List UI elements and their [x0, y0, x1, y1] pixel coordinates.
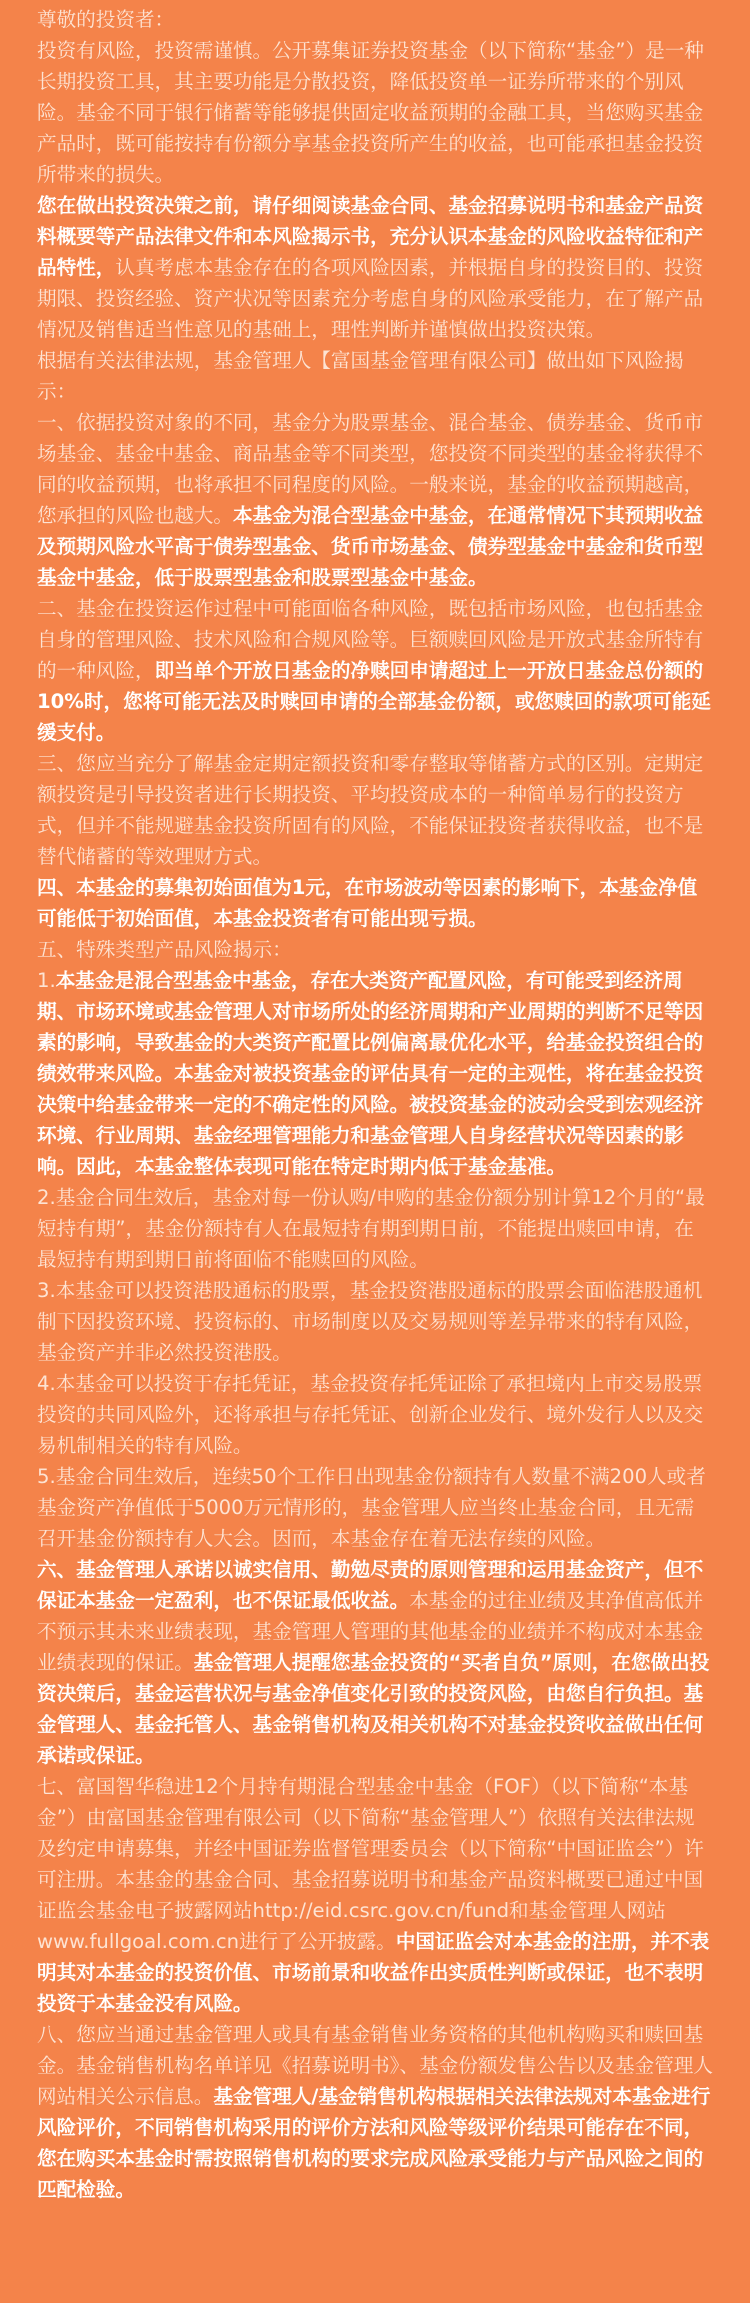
emphasized-text: 本基金为混合型基金中基金，在通常情况下其预期收益及预期风险水平高于债券型基金、货币市场基金、债券型基金中基金和货币型基金中基金，低于股票型基金和股票型基金中基金。: [37, 504, 704, 589]
paragraph-14: [37, 1461, 713, 1554]
paragraph-1: [37, 4, 713, 35]
paragraph-5: [37, 407, 713, 593]
body-text: 4.本基金可以投资于存托凭证，基金投资存托凭证除了承担境内上市交易股票投资的共同风险外，还将承担与存托凭证、创新企业发行、境外发行人以及交易机制相关的特有风险。: [37, 1372, 704, 1457]
body-text: 三、您应当充分了解基金定期定额投资和零存整取等储蓄方式的区别。定期定额投资是引导投资者进行长期投资、平均投资成本的一种简单易行的投资方式，但并不能规避基金投资所固有的风险，不能保证投资者获得收益，也不是替代储蓄的等效理财方式。: [37, 752, 704, 868]
paragraph-13: [37, 1368, 713, 1461]
paragraph-9: [37, 934, 713, 965]
paragraph-4: [37, 345, 713, 407]
paragraph-17: [37, 2019, 713, 2205]
body-text: 3.本基金可以投资港股通标的股票，基金投资港股通标的股票会面临港股通机制下因投资环境、投资标的、市场制度以及交易规则等差异带来的特有风险，基金资产并非必然投资港股。: [37, 1279, 704, 1364]
emphasized-text: 本基金是混合型基金中基金，存在大类资产配置风险，有可能受到经济周期、市场环境或基金管理人对市场所处的经济周期和产业周期的判断不足等因素的影响，导致基金的大类资产配置比例偏离最优化水平，给基金投资组合的绩效带来风险。本基金对被投资基金的评估具有一定的主观性，将在基金投资决策中给基金带来一定的不确定性的风险。被投资基金的波动会受到宏观经济环境、行业周期、基金经理管理能力和基金管理人自身经营状况等因素的影响。因此，本基金整体表现可能在特定时期内低于基金基准。: [37, 969, 704, 1178]
body-text: 投资有风险，投资需谨慎。公开募集证券投资基金（以下简称“基金”）是一种长期投资工具，其主要功能是分散投资，降低投资单一证券所带来的个别风险。基金不同于银行储蓄等能够提供固定收益预期的金融工具，当您购买基金产品时，既可能按持有份额分享基金投资所产生的收益，也可能承担基金投资所带来的损失。: [37, 39, 704, 186]
body-text: 一、依据投资对象的不同，基金分为股票基金、混合基金、债券基金、货币市场基金、基金中基金、商品基金等不同类型，您投资不同类型的基金将获得不同的收益预期，也将承担不同程度的风险。一般来说，基金的收益预期越高，您承担的风险也越大。: [37, 411, 704, 527]
emphasized-text: 基金管理人提醒您基金投资的“买者自负”原则，在您做出投资决策后，基金运营状况与基金净值变化引致的投资风险，由您自行负担。基金管理人、基金托管人、基金销售机构及相关机构不对基金投资收益做出任何承诺或保证。: [37, 1651, 710, 1767]
paragraph-12: [37, 1275, 713, 1368]
paragraph-3: [37, 190, 713, 345]
paragraph-8: [37, 872, 713, 934]
body-text: 5.基金合同生效后，连续50个工作日出现基金份额持有人数量不满200人或者基金资产净值低于5000万元情形的，基金管理人应当终止基金合同，且无需召开基金份额持有人大会。因而，本基金存在着无法存续的风险。: [37, 1465, 706, 1550]
paragraph-2: [37, 35, 713, 190]
body-text: 二、基金在投资运作过程中可能面临各种风险，既包括市场风险，也包括基金自身的管理风险、技术风险和合规风险等。巨额赎回风险是开放式基金所特有的一种风险，: [37, 597, 704, 682]
emphasized-text: 您在做出投资决策之前，请仔细阅读基金合同、基金招募说明书和基金产品资料概要等产品法律文件和本风险揭示书，充分认识本基金的风险收益特征和产品特性，: [37, 194, 704, 279]
paragraph-10: [37, 965, 713, 1182]
body-text: 尊敬的投资者：: [37, 8, 175, 31]
body-text: 根据有关法律法规，基金管理人【富国基金管理有限公司】做出如下风险揭示：: [37, 349, 684, 403]
body-text: 七、富国智华稳进12个月持有期混合型基金中基金（FOF）（以下简称“本基金”）由富国基金管理有限公司（以下简称“基金管理人”）依照有关法律法规及约定申请募集，并经中国证券监督管理委员会（以下简称“中国证监会”）许可注册。本基金的基金合同、基金招募说明书和基金产品资料概要已通过中国证监会基金电子披露网站http://eid.csrc.gov.cn/fund和基金管理人网站www.fullgoal.com.cn进行了公开披露。: [37, 1775, 704, 1953]
body-text: 1.: [37, 969, 56, 992]
body-text: 认真考虑本基金存在的各项风险因素，并根据自身的投资目的、投资期限、投资经验、资产状况等因素充分考虑自身的风险承受能力，在了解产品情况及销售适当性意见的基础上，理性判断并谨慎做出投资决策。: [37, 256, 704, 341]
paragraph-15: [37, 1554, 713, 1771]
body-text: 五、特殊类型产品风险揭示：: [37, 938, 292, 961]
paragraph-16: [37, 1771, 713, 2019]
body-text: 八、您应当通过基金管理人或具有基金销售业务资格的其他机构购买和赎回基金。基金销售机构名单详见《招募说明书》、基金份额发售公告以及基金管理人网站相关公示信息。: [37, 2023, 713, 2108]
emphasized-text: 六、基金管理人承诺以诚实信用、勤勉尽责的原则管理和运用基金资产，但不保证本基金一定盈利，也不保证最低收益。: [37, 1558, 704, 1612]
body-text: 本基金的过往业绩及其净值高低并不预示其未来业绩表现，基金管理人管理的其他基金的业绩并不构成对本基金业绩表现的保证。: [37, 1589, 704, 1674]
paragraph-7: [37, 748, 713, 872]
emphasized-text: 基金管理人/基金销售机构根据相关法律法规对本基金进行风险评价，不同销售机构采用的评价方法和风险等级评价结果可能存在不同，您在购买本基金时需按照销售机构的要求完成风险承受能力与产品风险之间的匹配检验。: [37, 2085, 711, 2201]
emphasized-text: 即当单个开放日基金的净赎回申请超过上一开放日基金总份额的10%时，您将可能无法及时赎回申请的全部基金份额，或您赎回的款项可能延缓支付。: [37, 659, 711, 744]
body-text: 2.基金合同生效后，基金对每一份认购/申购的基金份额分别计算12个月的“最短持有期”，基金份额持有人在最短持有期到期日前，不能提出赎回申请，在最短持有期到期日前将面临不能赎回的风险。: [37, 1186, 705, 1271]
emphasized-text: 中国证监会对本基金的注册，并不表明其对本基金的投资价值、市场前景和收益作出实质性判断或保证，也不表明投资于本基金没有风险。: [37, 1930, 710, 2015]
emphasized-text: 四、本基金的募集初始面值为1元，在市场波动等因素的影响下，本基金净值可能低于初始面值，本基金投资者有可能出现亏损。: [37, 876, 698, 930]
paragraph-6: [37, 593, 713, 748]
risk-disclosure-body: [37, 4, 713, 2205]
paragraph-11: [37, 1182, 713, 1275]
